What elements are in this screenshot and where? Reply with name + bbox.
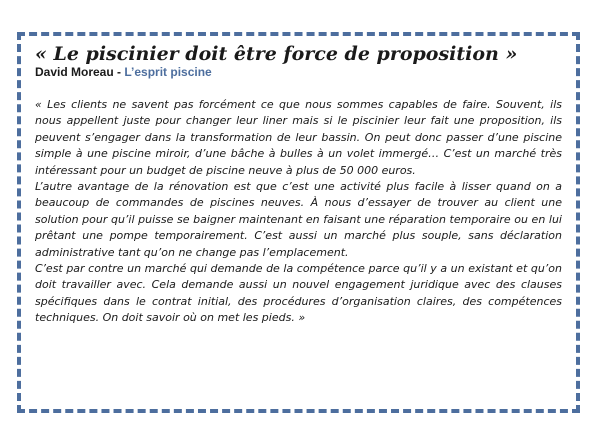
byline-separator: - <box>113 65 125 79</box>
author-name: David Moreau <box>35 65 114 79</box>
quote-paragraph-2: L’autre avantage de la rénovation est que c’est une activité plus facile à lisser quand on a beaucoup de commandes de piscines neuves. À nous d’essayer de trouver au client une solution pour qu’il puisse se baigner maintenant en faisant une réparation temporaire ou en lui prêtant une pompe temporairement. C’est aussi un marché plus souple, sans déclaration administrative tant qu’on ne change pas l’emplacement. <box>35 180 562 259</box>
column-name: L’esprit piscine <box>124 65 212 79</box>
quote-box <box>17 32 580 413</box>
quote-body <box>35 97 562 327</box>
byline <box>35 65 562 80</box>
quote-paragraph-1: « Les clients ne savent pas forcément ce que nous sommes capables de faire. Souvent, ils nous appellent juste pour changer leur liner mais si le piscinier leur fait une proposition, ils peuvent s’engager dans la transformation de leur bassin. On peut donc passer d’une piscine simple à une piscine miroir, d’une bâche à bulles à un volet immergé… C’est un marché très intéressant pour un budget de piscine neuve à plus de 50 000 euros. <box>35 98 562 177</box>
article-title: « Le piscinier doit être force de proposition » <box>35 43 518 65</box>
quote-paragraph-3: C’est par contre un marché qui demande de la compétence parce qu’il y a un existant et qu’on doit travailler avec. Cela demande aussi un nouvel engagement juridique avec des clauses spécifiques dans le contrat initial, des procédures d’organisation claires, des compétences techniques. On doit savoir où on met les pieds. » <box>35 262 562 325</box>
